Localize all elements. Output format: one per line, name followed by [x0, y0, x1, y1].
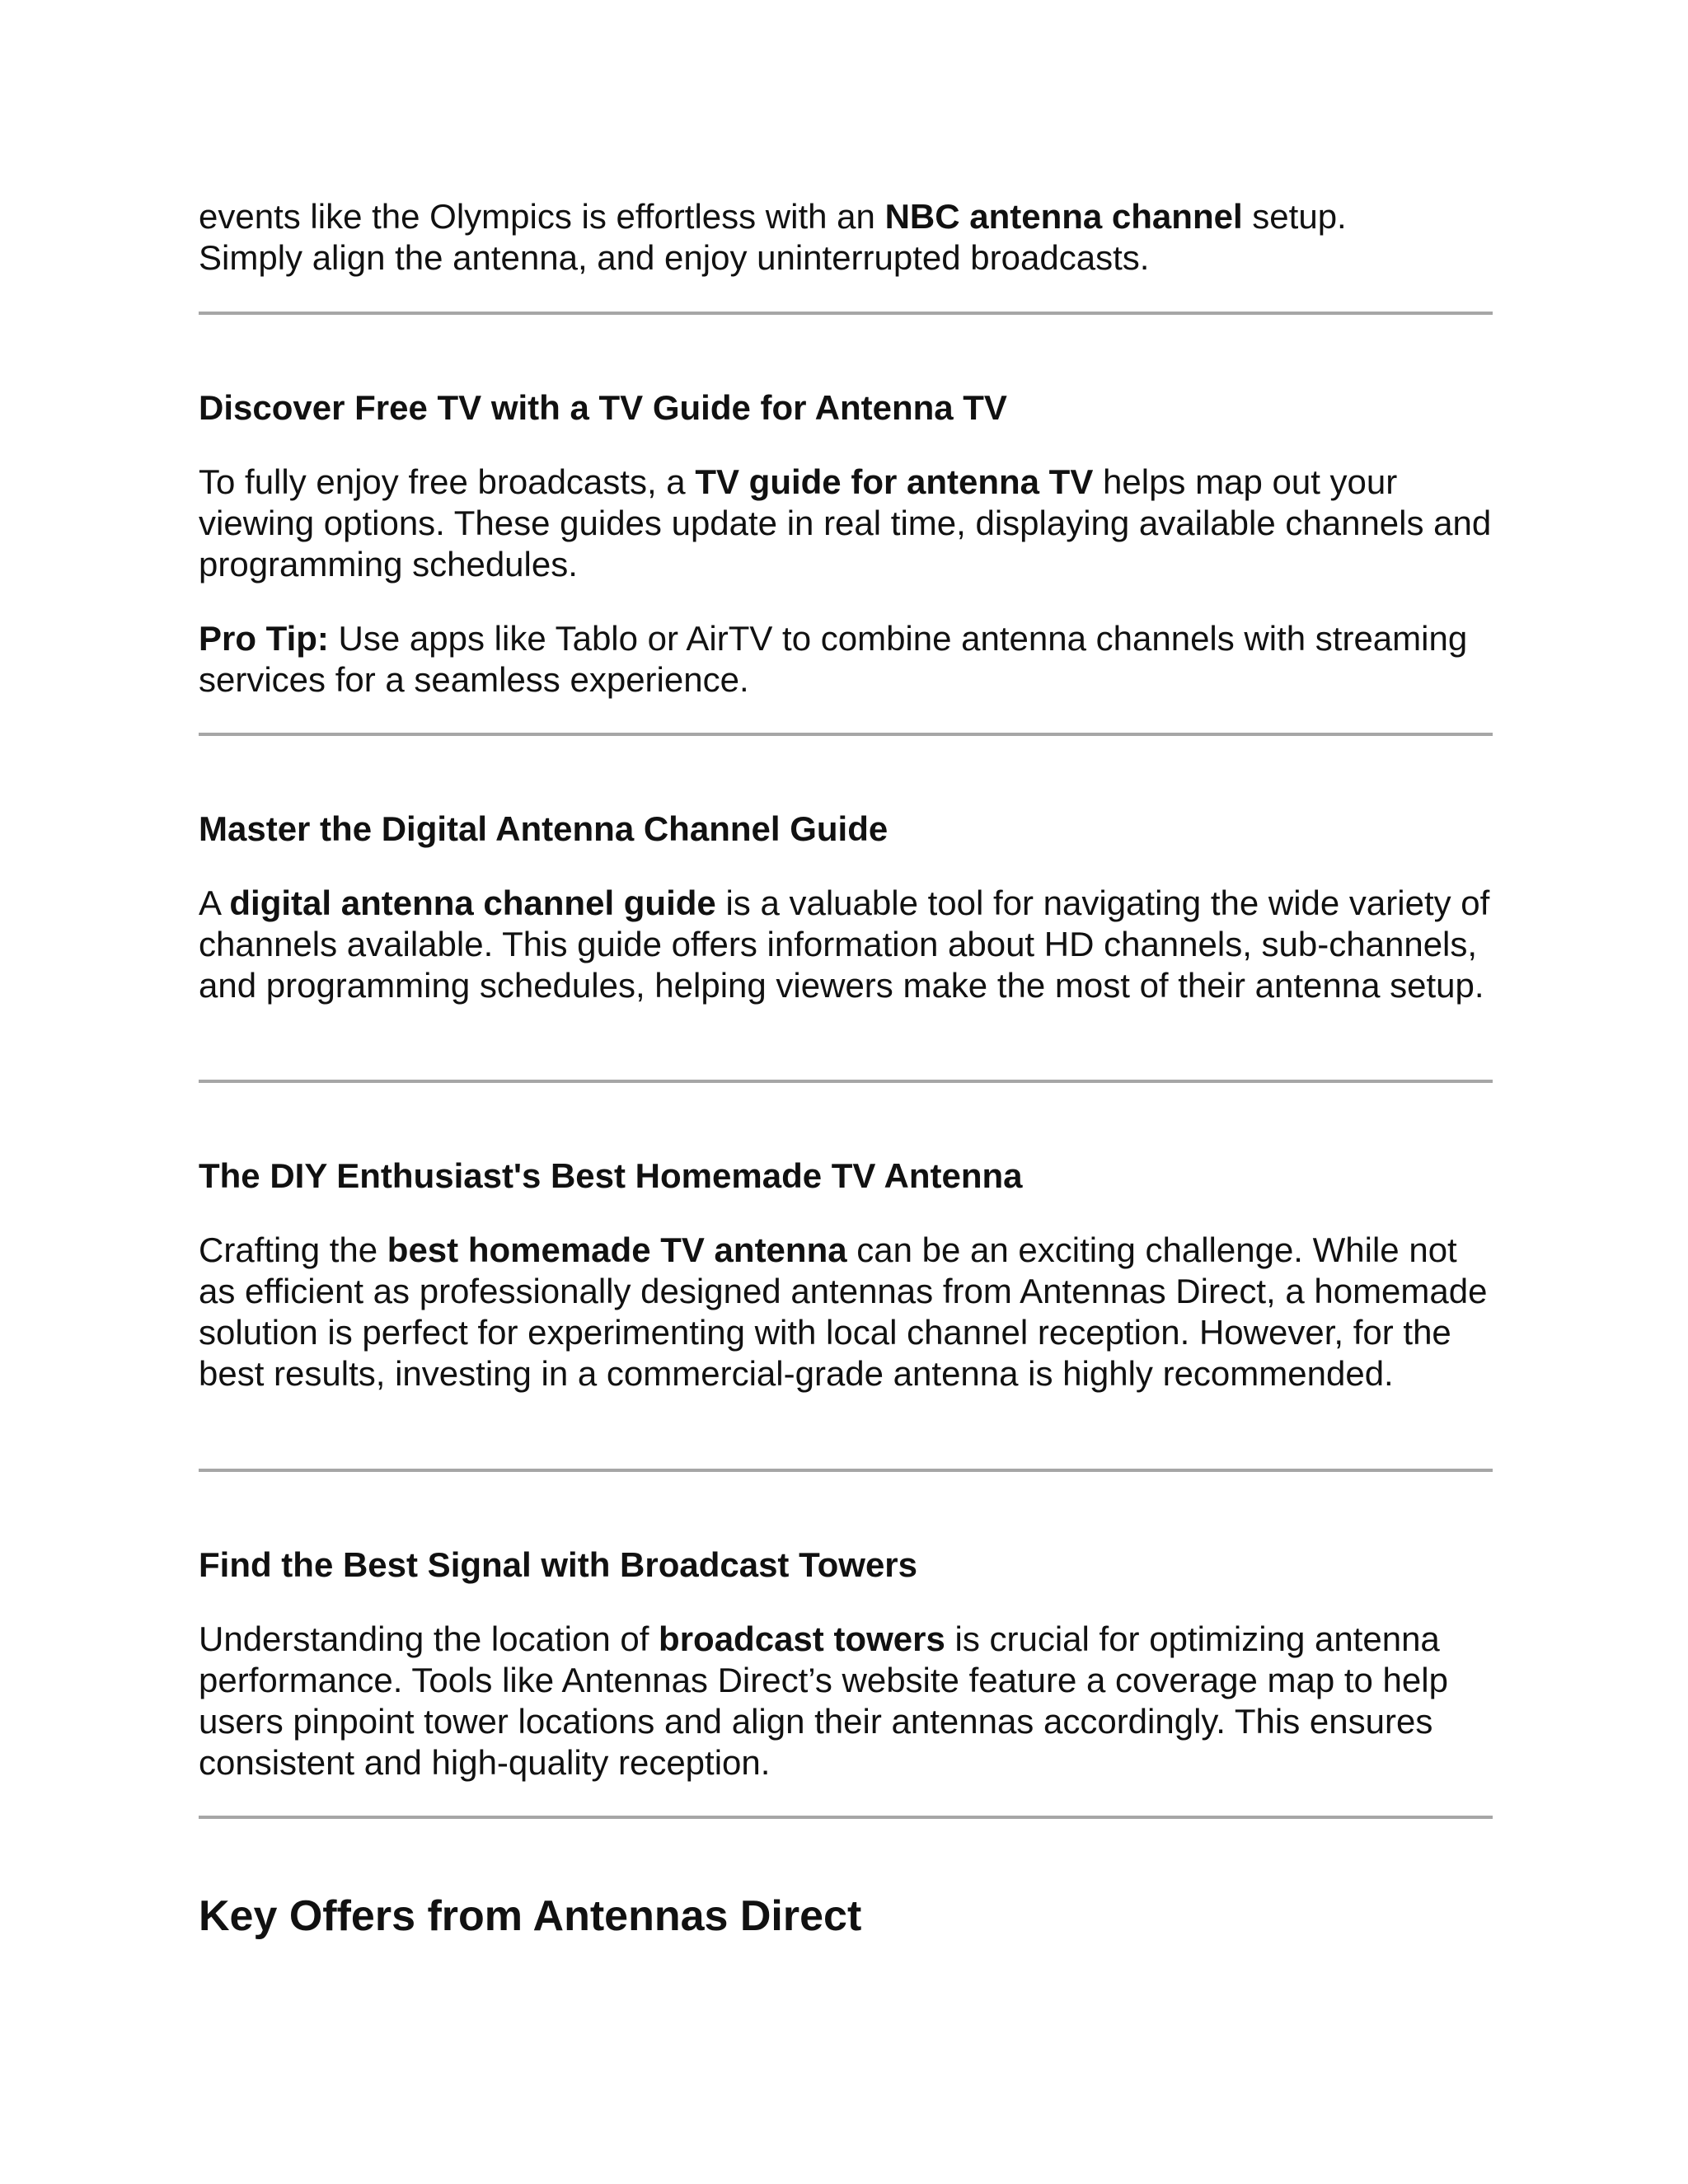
divider-2: [199, 733, 1493, 736]
intro-paragraph: [199, 196, 1493, 279]
section-homemade-antenna-body: [199, 1230, 1493, 1394]
key-offers-heading: Key Offers from Antennas Direct: [199, 1892, 862, 1940]
paragraph-text: is a valuable tool for navigating the wide variety of channels available. This guide offers information about HD channels, sub-channels, and programming schedules, helping viewers make the most of their antenna setup.: [199, 883, 1490, 1005]
intro-text-end: setup.: [1242, 197, 1347, 236]
divider-4: [199, 1469, 1493, 1472]
section-digital-guide: [199, 808, 1493, 850]
section-heading: Discover Free TV with a TV Guide for Antenna TV: [199, 388, 1007, 427]
section-heading: Master the Digital Antenna Channel Guide: [199, 809, 889, 848]
section-tv-guide: [199, 387, 1493, 429]
paragraph-bold-text: TV guide for antenna TV: [695, 462, 1094, 501]
key-offers-section: [199, 1891, 1493, 1942]
section-broadcast-towers: [199, 1544, 1493, 1586]
section-broadcast-towers-body: [199, 1619, 1493, 1783]
pro-tip-text: Use apps like Tablo or AirTV to combine antenna channels with streaming services for a seamless experience.: [199, 619, 1468, 699]
pro-tip-paragraph: [199, 618, 1493, 701]
divider-5: [199, 1816, 1493, 1819]
section-heading: The DIY Enthusiast's Best Homemade TV Antenna: [199, 1156, 1023, 1195]
intro-line-1: [199, 196, 1493, 237]
paragraph-bold-text: broadcast towers: [659, 1619, 945, 1658]
paragraph-bold-text: best homemade TV antenna: [387, 1230, 847, 1269]
paragraph-text: can be an exciting challenge. While not as efficient as professionally designed antennas from Antennas Direct, a homemade solution is perfect for experimenting with local channel reception. However, for the best results, investing in a commercial-grade antenna is highly recommended.: [199, 1230, 1488, 1393]
section-paragraph: [199, 462, 1493, 585]
intro-text: events like the Olympics is effortless with an: [199, 197, 885, 236]
section-tv-guide-tip: [199, 618, 1493, 701]
section-digital-guide-body: [199, 883, 1493, 1006]
section-heading: Find the Best Signal with Broadcast Towers: [199, 1545, 918, 1584]
paragraph-text: A: [199, 883, 230, 922]
paragraph-text: Crafting the: [199, 1230, 387, 1269]
paragraph-text: is crucial for optimizing antenna performance. Tools like Antennas Direct’s website feature a coverage map to help users pinpoint tower locations and align their antennas accordingly. This ensures consistent and high-quality reception.: [199, 1619, 1448, 1782]
section-paragraph: [199, 883, 1493, 1006]
section-tv-guide-body: [199, 462, 1493, 585]
paragraph-bold-text: digital antenna channel guide: [229, 883, 716, 922]
pro-tip-label: Pro Tip:: [199, 619, 329, 658]
section-paragraph: [199, 1619, 1493, 1783]
paragraph-text: To fully enjoy free broadcasts, a: [199, 462, 696, 501]
intro-bold-text: NBC antenna channel: [884, 197, 1243, 236]
divider-3: [199, 1080, 1493, 1083]
intro-line-2: Simply align the antenna, and enjoy uninterrupted broadcasts.: [199, 238, 1150, 277]
paragraph-text: Understanding the location of: [199, 1619, 659, 1658]
section-paragraph: [199, 1230, 1493, 1394]
section-homemade-antenna: [199, 1155, 1493, 1197]
paragraph-text: helps map out your viewing options. These guides update in real time, displaying available channels and programming schedules.: [199, 462, 1492, 583]
divider-1: [199, 312, 1493, 315]
